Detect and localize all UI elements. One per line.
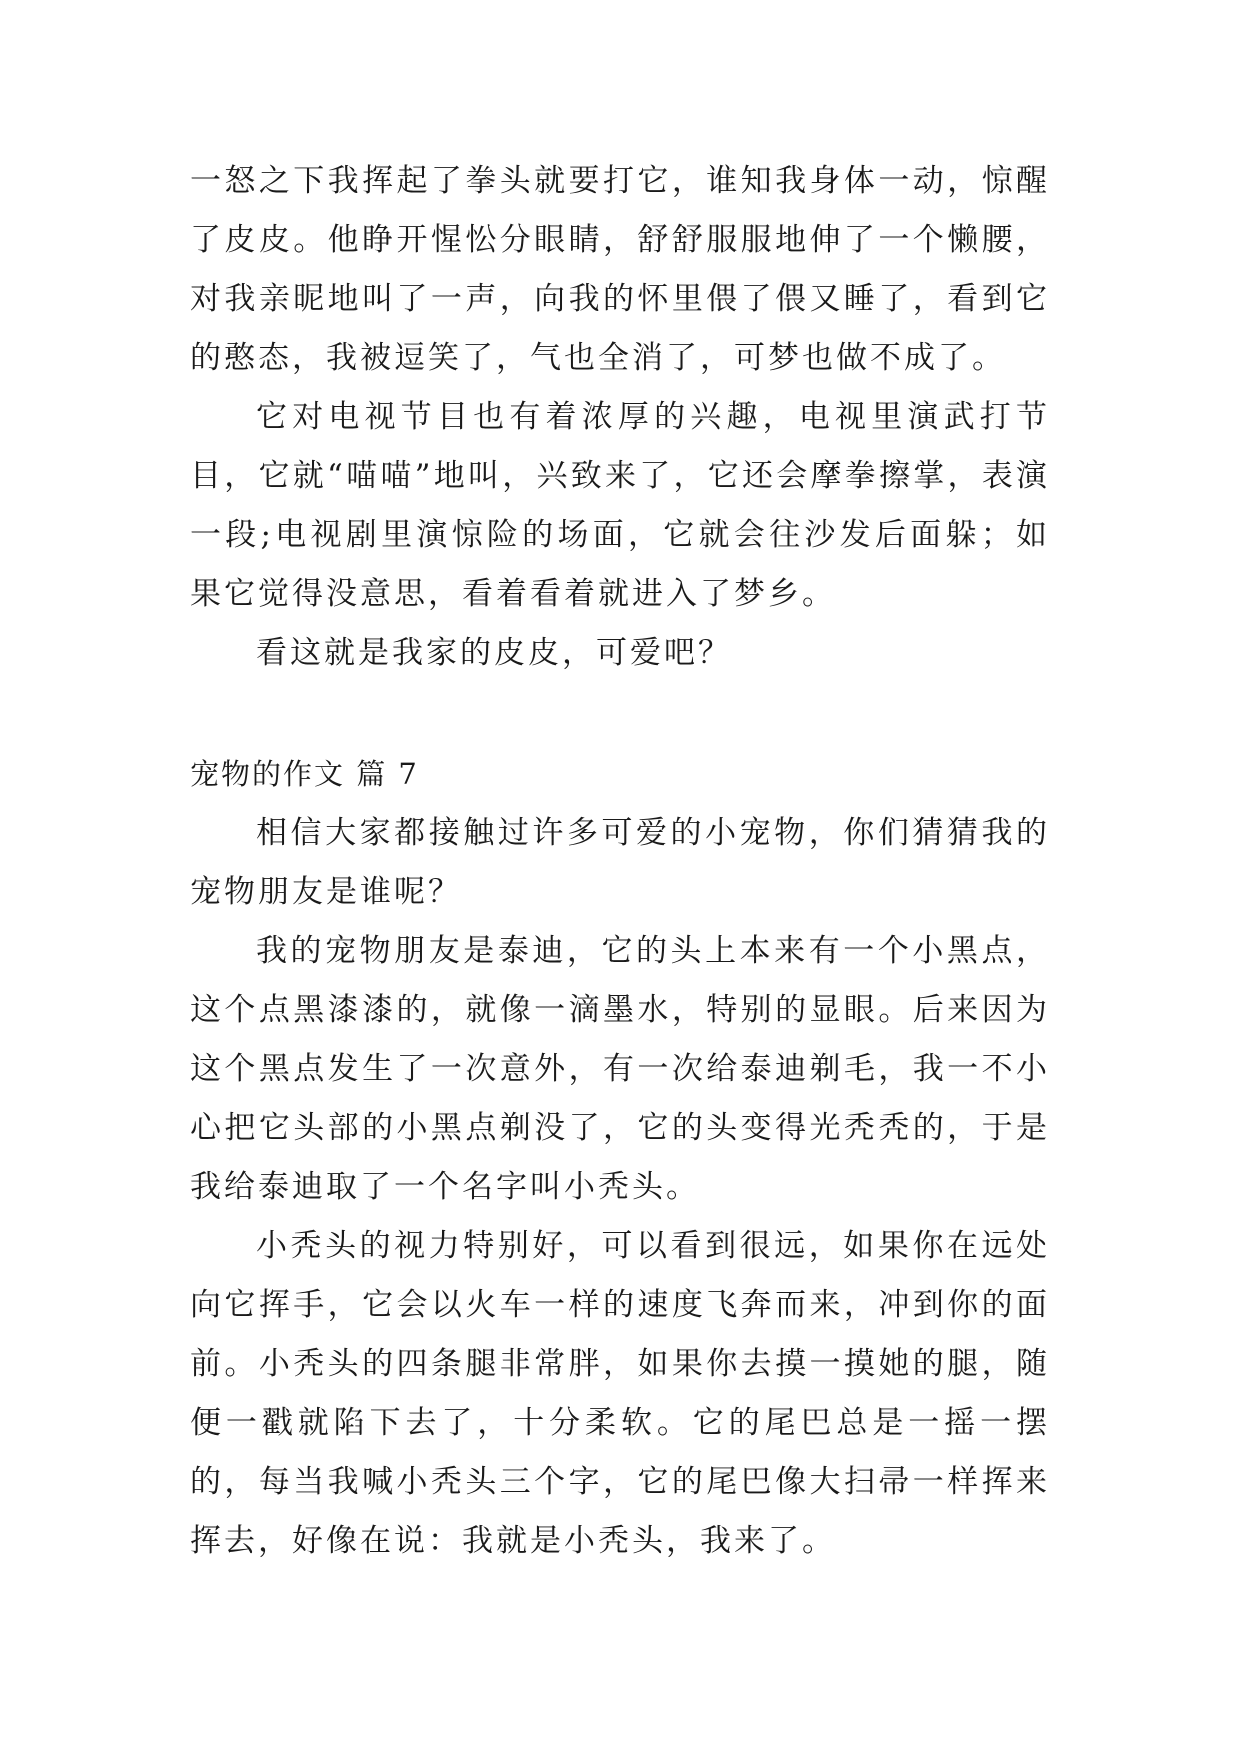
paragraph-teddy-traits: 小秃头的视力特别好，可以看到很远，如果你在远处向它挥手，它会以火车一样的速度飞奔而来，冲到你的面前。小秃头的四条腿非常胖，如果你去摸一摸她的腿，随便一戳就陷下去了，十分柔软。它的尾巴总是一摇一摆的，每当我喊小秃头三个字，它的尾巴像大扫帚一样挥来挥去，好像在说：我就是小秃头，我来了。 <box>190 1228 1050 1559</box>
section-title: 宠物的作文 篇 7 <box>190 757 419 791</box>
paragraph-conclusion: 看这就是我家的皮皮，可爱吧？ <box>256 635 732 671</box>
section-gap <box>190 683 1050 745</box>
paragraph-tv-interest: 它对电视节目也有着浓厚的兴趣，电视里演武打节目，它就“喵喵”地叫，兴致来了，它还会摩拳擦掌，表演一段;电视剧里演惊险的场面，它就会往沙发后面躲；如果它觉得没意思，看着看着就进入了梦乡。 <box>190 399 1050 612</box>
paragraph-intro: 相信大家都接触过许多可爱的小宠物，你们猜猜我的宠物朋友是谁呢？ <box>190 815 1050 910</box>
text-column <box>190 152 1050 1571</box>
paragraph-continued: 一怒之下我挥起了拳头就要打它，谁知我身体一动，惊醒了皮皮。他睁开惺忪分眼睛，舒舒服服地伸了一个懒腰，对我亲昵地叫了一声，向我的怀里偎了偎又睡了，看到它的憨态，我被逗笑了，气也全消了，可梦也做不成了。 <box>190 163 1050 376</box>
paragraph-teddy-name: 我的宠物朋友是泰迪，它的头上本来有一个小黑点，这个点黑漆漆的，就像一滴墨水，特别的显眼。后来因为这个黑点发生了一次意外，有一次给泰迪剃毛，我一不小心把它头部的小黑点剃没了，它的头变得光秃秃的，于是我给泰迪取了一个名字叫小秃头。 <box>190 933 1050 1205</box>
